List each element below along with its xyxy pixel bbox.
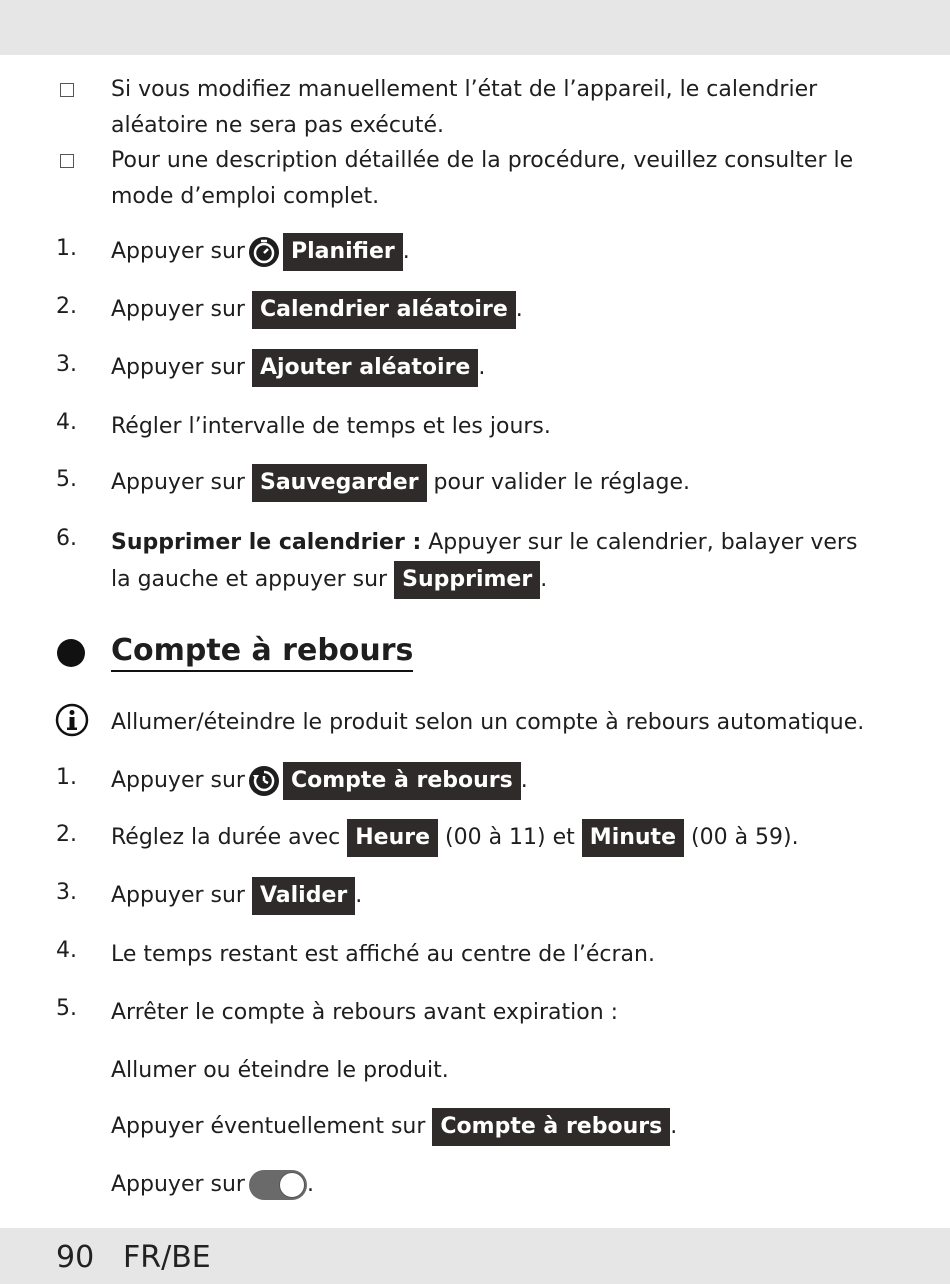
step-bold-label: Supprimer le calendrier :: [111, 530, 422, 555]
substep-3: Appuyer sur .: [111, 1167, 891, 1203]
step-number: 1.: [56, 236, 77, 261]
step-number: 1.: [56, 765, 77, 790]
step-random-5: Appuyer sur Sauvegarder pour valider le réglage.: [111, 464, 891, 502]
checkbox-icon: [60, 154, 74, 168]
step-text: Appuyer sur: [111, 1172, 245, 1197]
heure-button[interactable]: Heure: [347, 819, 438, 857]
step-number: 4.: [56, 938, 77, 963]
substep-2: Appuyer éventuellement sur Compte à rebours .: [111, 1108, 891, 1146]
checkbox-icon: [60, 83, 74, 97]
step-number: 5.: [56, 996, 77, 1021]
step-random-4: Régler l’intervalle de temps et les jours.: [111, 414, 551, 439]
step-number: 6.: [56, 526, 77, 551]
info-icon: [55, 703, 89, 737]
toggle-icon[interactable]: [249, 1170, 307, 1200]
supprimer-button[interactable]: Supprimer: [394, 561, 540, 599]
toggle-knob: [279, 1172, 305, 1198]
note-2: Pour une description détaillée de la procédure, veuillez consulter le mode d’emploi complet.: [111, 148, 854, 209]
step-number: 2.: [56, 294, 77, 319]
step-number: 4.: [56, 410, 77, 435]
step-text: Appuyer sur: [111, 768, 245, 793]
step-number: 5.: [56, 467, 77, 492]
step-number: 2.: [56, 822, 77, 847]
minute-button[interactable]: Minute: [582, 819, 684, 857]
countdown-icon: [249, 766, 279, 796]
step-countdown-3: Appuyer sur Valider .: [111, 877, 891, 915]
compte-a-rebours-button-2[interactable]: Compte à rebours: [432, 1108, 670, 1146]
ajouter-aleatoire-button[interactable]: Ajouter aléatoire: [252, 349, 478, 387]
step-random-6: Supprimer le calendrier : Appuyer sur le calendrier, balayer vers la gauche et appuyer sur Supprimer .: [111, 525, 891, 599]
language-label: FR/BE: [123, 1240, 211, 1275]
substep-1: Allumer ou éteindre le produit.: [111, 1058, 449, 1083]
calendrier-aleatoire-button[interactable]: Calendrier aléatoire: [252, 291, 516, 329]
step-countdown-1: Appuyer sur Compte à rebours .: [111, 762, 891, 800]
info-text: Allumer/éteindre le produit selon un compte à rebours automatique.: [111, 710, 865, 735]
note-1: Si vous modifiez manuellement l’état de l’appareil, le calendrier aléatoire ne sera pas exécuté.: [111, 77, 818, 138]
step-text: Réglez la durée avec: [111, 825, 341, 850]
sauvegarder-button[interactable]: Sauvegarder: [252, 464, 427, 502]
step-countdown-2: Réglez la durée avec Heure (00 à 11) et Minute (00 à 59).: [111, 819, 891, 857]
section-title: Compte à rebours: [111, 632, 413, 672]
timer-icon: [249, 237, 279, 267]
step-number: 3.: [56, 352, 77, 377]
step-text: Appuyer sur: [111, 239, 245, 264]
page-number: 90: [56, 1240, 95, 1275]
step-countdown-4: Le temps restant est affiché au centre de l’écran.: [111, 942, 655, 967]
section-bullet: [57, 639, 85, 667]
step-number: 3.: [56, 880, 77, 905]
compte-a-rebours-button[interactable]: Compte à rebours: [283, 762, 521, 800]
planifier-button[interactable]: Planifier: [283, 233, 403, 271]
step-text: Appuyer sur: [111, 297, 245, 322]
step-text: Appuyer éventuellement sur: [111, 1114, 426, 1139]
step-countdown-5: Arrêter le compte à rebours avant expiration :: [111, 1000, 619, 1025]
step-text: Appuyer sur: [111, 470, 245, 495]
valider-button[interactable]: Valider: [252, 877, 355, 915]
step-random-3: Appuyer sur Ajouter aléatoire .: [111, 349, 891, 387]
header-bar: [0, 0, 950, 55]
step-text: Appuyer sur: [111, 355, 245, 380]
step-text: Appuyer sur: [111, 883, 245, 908]
step-random-1: Appuyer sur Planifier .: [111, 233, 891, 271]
step-random-2: Appuyer sur Calendrier aléatoire .: [111, 291, 891, 329]
